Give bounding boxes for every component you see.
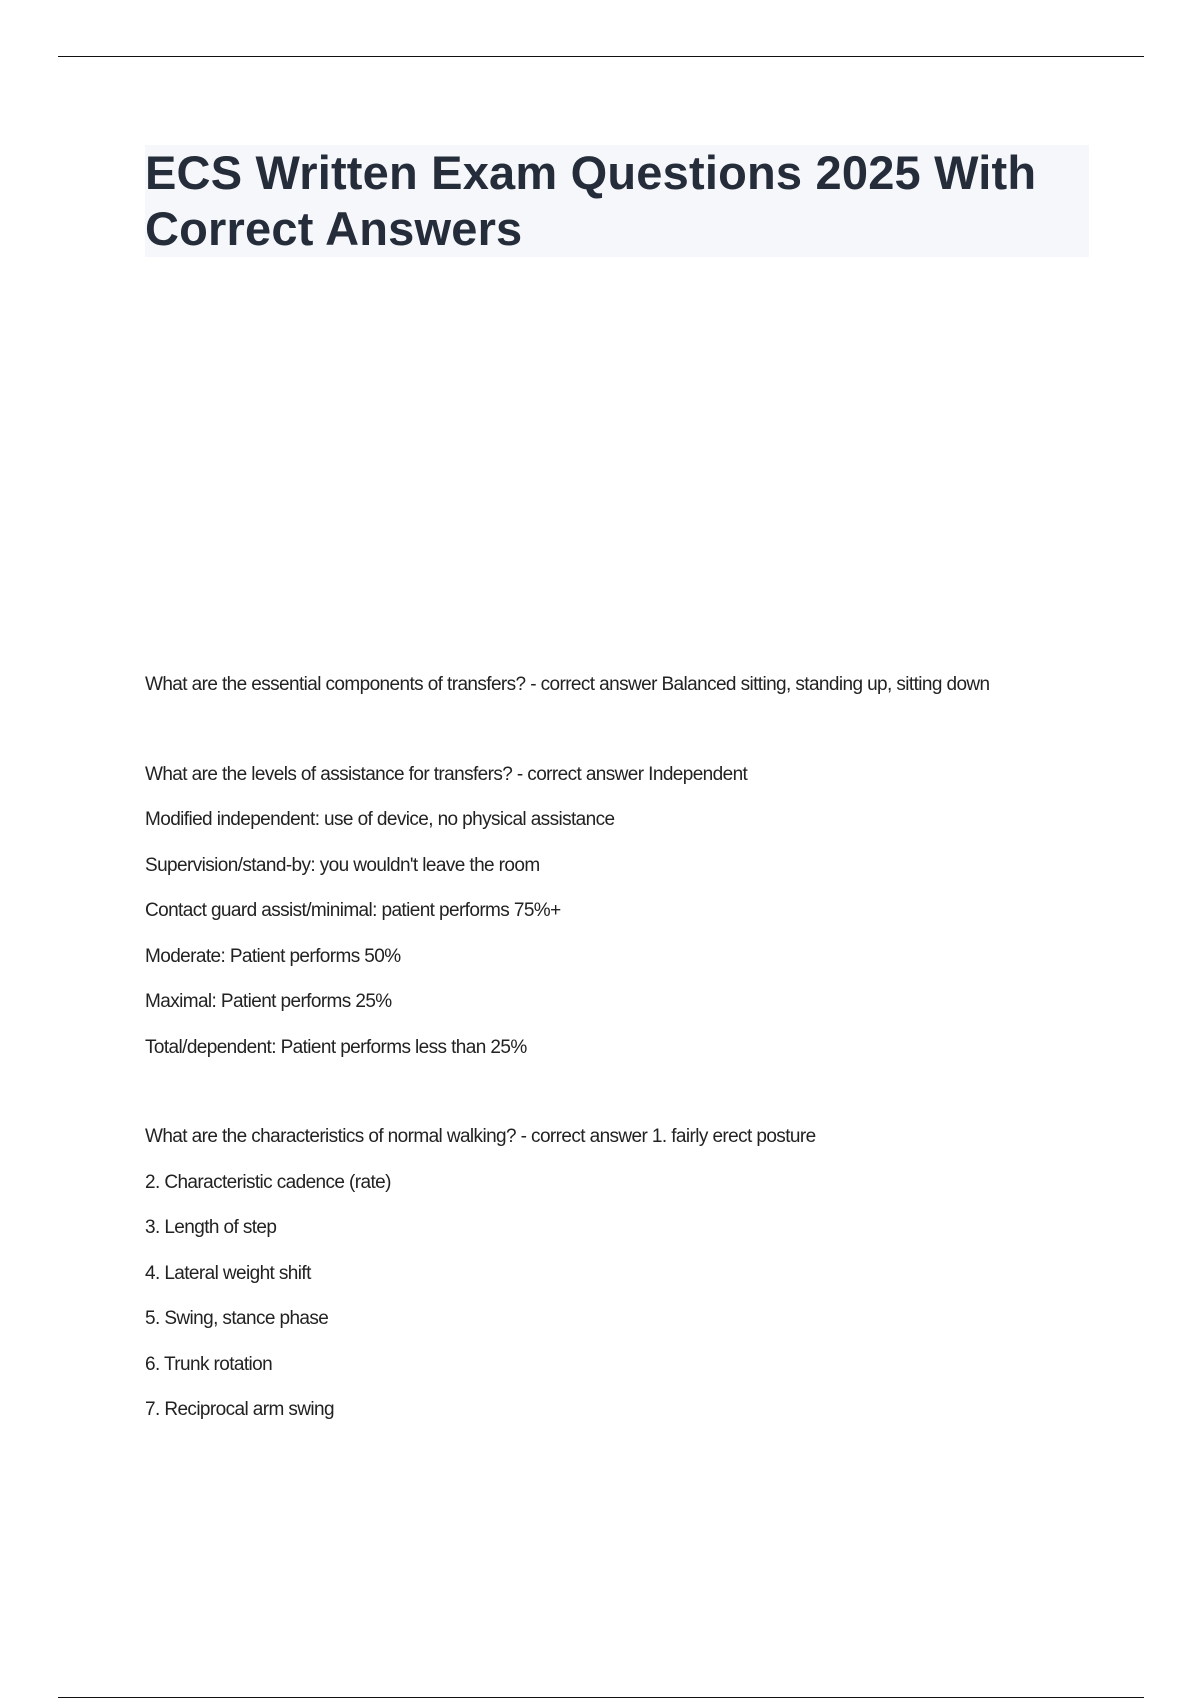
bottom-rule: [58, 1697, 1144, 1698]
block-spacer: [145, 1070, 1095, 1114]
top-rule: [58, 56, 1144, 57]
answer-line: Moderate: Patient performs 50%: [145, 945, 401, 967]
answer-line: 5. Swing, stance phase: [145, 1308, 329, 1329]
question-answer-line: What are the characteristics of normal walking? - correct answer 1. fairly erect posture: [145, 1126, 816, 1147]
answer-line: Modified independent: use of device, no physical assistance: [145, 809, 615, 830]
qa-block: [145, 1114, 1095, 1433]
answer-line: 2. Characteristic cadence (rate): [145, 1171, 391, 1193]
question-answer-line: What are the essential components of transfers? - correct answer Balanced sitting, standing up, sitting down: [145, 674, 990, 695]
question-answer-line: What are the levels of assistance for transfers? - correct answer Independent: [145, 763, 748, 785]
answer-line: 7. Reciprocal arm swing: [145, 1399, 334, 1420]
qa-block: [145, 662, 1095, 708]
answer-line: 3. Length of step: [145, 1217, 277, 1238]
page-title: ECS Written Exam Questions 2025 With Correct Answers: [145, 146, 1037, 255]
answer-line: Contact guard assist/minimal: patient performs 75%+: [145, 900, 561, 921]
answer-line: 4. Lateral weight shift: [145, 1262, 311, 1284]
answer-line: Supervision/stand-by: you wouldn't leave the room: [145, 854, 540, 876]
title-block: [145, 145, 1089, 257]
qa-block: [145, 752, 1095, 1071]
answer-line: Maximal: Patient performs 25%: [145, 991, 392, 1012]
block-spacer: [145, 708, 1095, 752]
answer-line: 6. Trunk rotation: [145, 1353, 273, 1375]
answer-line: Total/dependent: Patient performs less than 25%: [145, 1036, 527, 1058]
qa-content: [145, 662, 1095, 1433]
